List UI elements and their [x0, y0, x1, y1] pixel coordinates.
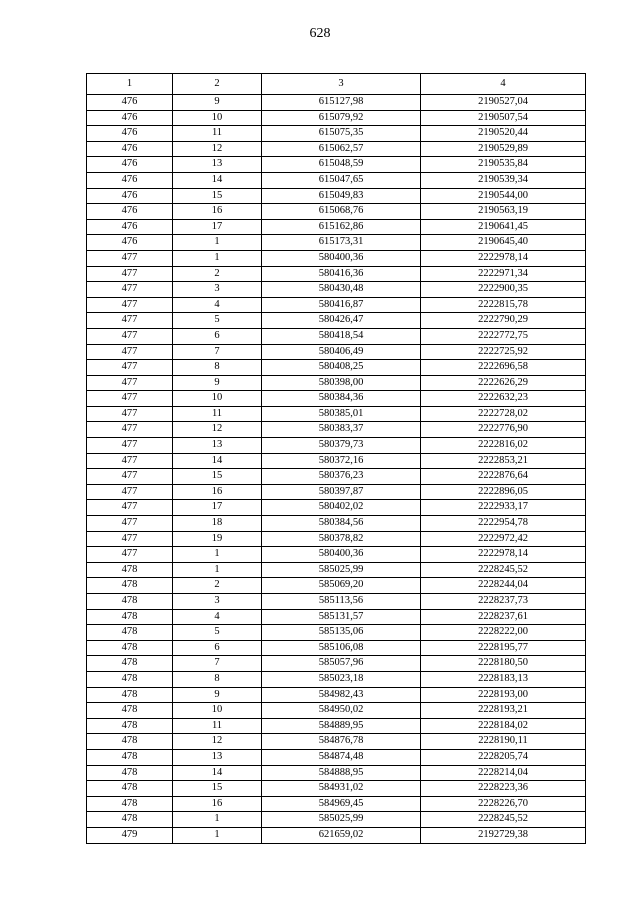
- x-coordinate-cell: 585025,99: [262, 562, 421, 578]
- x-coordinate-cell: 580416,87: [262, 297, 421, 313]
- table-row: [87, 687, 586, 703]
- table-row: [87, 484, 586, 500]
- y-coordinate-cell: 2222696,58: [421, 360, 586, 376]
- parcel-number-cell: 476: [87, 235, 173, 251]
- x-coordinate-cell: 615079,92: [262, 110, 421, 126]
- table-header: [87, 74, 586, 95]
- table-row: [87, 640, 586, 656]
- x-coordinate-cell: 615062,57: [262, 141, 421, 157]
- point-number-cell: 14: [173, 453, 262, 469]
- table-row: [87, 110, 586, 126]
- table-row: [87, 266, 586, 282]
- table-row: [87, 204, 586, 220]
- x-coordinate-cell: 580383,37: [262, 422, 421, 438]
- column-header-2: 2: [173, 74, 262, 95]
- x-coordinate-cell: 585025,99: [262, 812, 421, 828]
- x-coordinate-cell: 580416,36: [262, 266, 421, 282]
- x-coordinate-cell: 580400,36: [262, 547, 421, 563]
- x-coordinate-cell: 580384,36: [262, 391, 421, 407]
- point-number-cell: 1: [173, 827, 262, 843]
- point-number-cell: 18: [173, 516, 262, 532]
- parcel-number-cell: 476: [87, 126, 173, 142]
- point-number-cell: 10: [173, 110, 262, 126]
- parcel-number-cell: 478: [87, 594, 173, 610]
- parcel-number-cell: 478: [87, 656, 173, 672]
- y-coordinate-cell: 2190544,00: [421, 188, 586, 204]
- parcel-number-cell: 476: [87, 188, 173, 204]
- x-coordinate-cell: 585135,06: [262, 625, 421, 641]
- y-coordinate-cell: 2228205,74: [421, 749, 586, 765]
- point-number-cell: 14: [173, 172, 262, 188]
- parcel-number-cell: 477: [87, 313, 173, 329]
- y-coordinate-cell: 2222971,34: [421, 266, 586, 282]
- y-coordinate-cell: 2190645,40: [421, 235, 586, 251]
- parcel-number-cell: 477: [87, 406, 173, 422]
- x-coordinate-cell: 584969,45: [262, 796, 421, 812]
- x-coordinate-cell: 580372,16: [262, 453, 421, 469]
- y-coordinate-cell: 2222790,29: [421, 313, 586, 329]
- table-row: [87, 796, 586, 812]
- parcel-number-cell: 478: [87, 718, 173, 734]
- column-header-3: 3: [262, 74, 421, 95]
- table-row: [87, 625, 586, 641]
- x-coordinate-cell: 584876,78: [262, 734, 421, 750]
- table-row: [87, 594, 586, 610]
- point-number-cell: 17: [173, 500, 262, 516]
- parcel-number-cell: 477: [87, 328, 173, 344]
- table-row: [87, 531, 586, 547]
- y-coordinate-cell: 2228245,52: [421, 812, 586, 828]
- y-coordinate-cell: 2228193,21: [421, 703, 586, 719]
- y-coordinate-cell: 2190527,04: [421, 95, 586, 111]
- point-number-cell: 1: [173, 235, 262, 251]
- point-number-cell: 12: [173, 734, 262, 750]
- parcel-number-cell: 478: [87, 734, 173, 750]
- table-row: [87, 609, 586, 625]
- parcel-number-cell: 478: [87, 609, 173, 625]
- y-coordinate-cell: 2222626,29: [421, 375, 586, 391]
- x-coordinate-cell: 585131,57: [262, 609, 421, 625]
- point-number-cell: 9: [173, 687, 262, 703]
- parcel-number-cell: 478: [87, 640, 173, 656]
- y-coordinate-cell: 2222978,14: [421, 547, 586, 563]
- table-row: [87, 703, 586, 719]
- point-number-cell: 5: [173, 313, 262, 329]
- x-coordinate-cell: 584931,02: [262, 781, 421, 797]
- parcel-number-cell: 476: [87, 172, 173, 188]
- y-coordinate-cell: 2222896,05: [421, 484, 586, 500]
- parcel-number-cell: 478: [87, 765, 173, 781]
- table-row: [87, 749, 586, 765]
- parcel-number-cell: 476: [87, 141, 173, 157]
- y-coordinate-cell: 2222954,78: [421, 516, 586, 532]
- column-header-1: 1: [87, 74, 173, 95]
- table-row: [87, 422, 586, 438]
- table-row: [87, 328, 586, 344]
- parcel-number-cell: 476: [87, 95, 173, 111]
- parcel-number-cell: 477: [87, 375, 173, 391]
- x-coordinate-cell: 585113,56: [262, 594, 421, 610]
- point-number-cell: 12: [173, 141, 262, 157]
- table-row: [87, 235, 586, 251]
- x-coordinate-cell: 584950,02: [262, 703, 421, 719]
- parcel-number-cell: 477: [87, 266, 173, 282]
- parcel-number-cell: 477: [87, 282, 173, 298]
- parcel-number-cell: 477: [87, 297, 173, 313]
- x-coordinate-cell: 615048,59: [262, 157, 421, 173]
- point-number-cell: 10: [173, 703, 262, 719]
- y-coordinate-cell: 2222933,17: [421, 500, 586, 516]
- point-number-cell: 3: [173, 282, 262, 298]
- table-row: [87, 188, 586, 204]
- parcel-number-cell: 476: [87, 219, 173, 235]
- point-number-cell: 11: [173, 406, 262, 422]
- x-coordinate-cell: 580376,23: [262, 469, 421, 485]
- parcel-number-cell: 478: [87, 812, 173, 828]
- point-number-cell: 1: [173, 812, 262, 828]
- table-row: [87, 282, 586, 298]
- point-number-cell: 3: [173, 594, 262, 610]
- y-coordinate-cell: 2190520,44: [421, 126, 586, 142]
- parcel-number-cell: 478: [87, 781, 173, 797]
- y-coordinate-cell: 2222816,02: [421, 438, 586, 454]
- y-coordinate-cell: 2222900,35: [421, 282, 586, 298]
- point-number-cell: 2: [173, 266, 262, 282]
- point-number-cell: 6: [173, 640, 262, 656]
- parcel-number-cell: 477: [87, 531, 173, 547]
- table-row: [87, 438, 586, 454]
- x-coordinate-cell: 615075,35: [262, 126, 421, 142]
- point-number-cell: 1: [173, 250, 262, 266]
- table-row: [87, 453, 586, 469]
- parcel-number-cell: 477: [87, 547, 173, 563]
- table-row: [87, 547, 586, 563]
- y-coordinate-cell: 2228183,13: [421, 671, 586, 687]
- table-row: [87, 516, 586, 532]
- y-coordinate-cell: 2228214,04: [421, 765, 586, 781]
- y-coordinate-cell: 2222876,64: [421, 469, 586, 485]
- x-coordinate-cell: 580426,47: [262, 313, 421, 329]
- y-coordinate-cell: 2228237,73: [421, 594, 586, 610]
- table-row: [87, 344, 586, 360]
- y-coordinate-cell: 2222972,42: [421, 531, 586, 547]
- table-row: [87, 297, 586, 313]
- x-coordinate-cell: 580400,36: [262, 250, 421, 266]
- table-row: [87, 827, 586, 843]
- table-row: [87, 765, 586, 781]
- x-coordinate-cell: 585057,96: [262, 656, 421, 672]
- table-row: [87, 141, 586, 157]
- y-coordinate-cell: 2222853,21: [421, 453, 586, 469]
- table-row: [87, 406, 586, 422]
- point-number-cell: 17: [173, 219, 262, 235]
- y-coordinate-cell: 2228226,70: [421, 796, 586, 812]
- parcel-number-cell: 476: [87, 157, 173, 173]
- parcel-number-cell: 478: [87, 703, 173, 719]
- point-number-cell: 9: [173, 95, 262, 111]
- table-row: [87, 157, 586, 173]
- parcel-number-cell: 478: [87, 671, 173, 687]
- y-coordinate-cell: 2228245,52: [421, 562, 586, 578]
- point-number-cell: 12: [173, 422, 262, 438]
- x-coordinate-cell: 585069,20: [262, 578, 421, 594]
- x-coordinate-cell: 580418,54: [262, 328, 421, 344]
- parcel-number-cell: 477: [87, 500, 173, 516]
- point-number-cell: 15: [173, 469, 262, 485]
- table-row: [87, 375, 586, 391]
- parcel-number-cell: 477: [87, 250, 173, 266]
- table-row: [87, 250, 586, 266]
- point-number-cell: 13: [173, 438, 262, 454]
- x-coordinate-cell: 580406,49: [262, 344, 421, 360]
- coordinates-table: [86, 73, 586, 844]
- parcel-number-cell: 478: [87, 578, 173, 594]
- point-number-cell: 8: [173, 360, 262, 376]
- y-coordinate-cell: 2228184,02: [421, 718, 586, 734]
- table-row: [87, 219, 586, 235]
- x-coordinate-cell: 580378,82: [262, 531, 421, 547]
- x-coordinate-cell: 615127,98: [262, 95, 421, 111]
- y-coordinate-cell: 2190507,54: [421, 110, 586, 126]
- x-coordinate-cell: 615047,65: [262, 172, 421, 188]
- point-number-cell: 16: [173, 796, 262, 812]
- x-coordinate-cell: 580408,25: [262, 360, 421, 376]
- table-body: [87, 95, 586, 844]
- y-coordinate-cell: 2228244,04: [421, 578, 586, 594]
- page-number: 628: [309, 26, 331, 41]
- point-number-cell: 13: [173, 157, 262, 173]
- point-number-cell: 14: [173, 765, 262, 781]
- parcel-number-cell: 477: [87, 344, 173, 360]
- table-row: [87, 391, 586, 407]
- y-coordinate-cell: 2222815,78: [421, 297, 586, 313]
- parcel-number-cell: 478: [87, 749, 173, 765]
- x-coordinate-cell: 580384,56: [262, 516, 421, 532]
- point-number-cell: 7: [173, 344, 262, 360]
- y-coordinate-cell: 2222632,23: [421, 391, 586, 407]
- point-number-cell: 13: [173, 749, 262, 765]
- parcel-number-cell: 477: [87, 453, 173, 469]
- point-number-cell: 11: [173, 718, 262, 734]
- point-number-cell: 8: [173, 671, 262, 687]
- point-number-cell: 16: [173, 204, 262, 220]
- parcel-number-cell: 478: [87, 796, 173, 812]
- point-number-cell: 9: [173, 375, 262, 391]
- table-row: [87, 656, 586, 672]
- x-coordinate-cell: 580397,87: [262, 484, 421, 500]
- y-coordinate-cell: 2190641,45: [421, 219, 586, 235]
- y-coordinate-cell: 2222725,92: [421, 344, 586, 360]
- point-number-cell: 10: [173, 391, 262, 407]
- table-row: [87, 469, 586, 485]
- x-coordinate-cell: 584889,95: [262, 718, 421, 734]
- point-number-cell: 1: [173, 562, 262, 578]
- header-row: [87, 74, 586, 95]
- parcel-number-cell: 477: [87, 422, 173, 438]
- point-number-cell: 4: [173, 297, 262, 313]
- y-coordinate-cell: 2228237,61: [421, 609, 586, 625]
- y-coordinate-cell: 2228223,36: [421, 781, 586, 797]
- point-number-cell: 6: [173, 328, 262, 344]
- point-number-cell: 19: [173, 531, 262, 547]
- x-coordinate-cell: 615068,76: [262, 204, 421, 220]
- table-row: [87, 500, 586, 516]
- table-row: [87, 781, 586, 797]
- x-coordinate-cell: 585106,08: [262, 640, 421, 656]
- table-row: [87, 671, 586, 687]
- y-coordinate-cell: 2228180,50: [421, 656, 586, 672]
- parcel-number-cell: 477: [87, 438, 173, 454]
- point-number-cell: 7: [173, 656, 262, 672]
- parcel-number-cell: 476: [87, 110, 173, 126]
- y-coordinate-cell: 2222728,02: [421, 406, 586, 422]
- table-row: [87, 95, 586, 111]
- table-row: [87, 812, 586, 828]
- parcel-number-cell: 476: [87, 204, 173, 220]
- y-coordinate-cell: 2228222,00: [421, 625, 586, 641]
- x-coordinate-cell: 580385,01: [262, 406, 421, 422]
- column-header-4: 4: [421, 74, 586, 95]
- x-coordinate-cell: 615049,83: [262, 188, 421, 204]
- y-coordinate-cell: 2222978,14: [421, 250, 586, 266]
- y-coordinate-cell: 2228190,11: [421, 734, 586, 750]
- parcel-number-cell: 478: [87, 625, 173, 641]
- x-coordinate-cell: 580430,48: [262, 282, 421, 298]
- point-number-cell: 15: [173, 781, 262, 797]
- x-coordinate-cell: 580398,00: [262, 375, 421, 391]
- table-row: [87, 172, 586, 188]
- table-row: [87, 360, 586, 376]
- table-row: [87, 734, 586, 750]
- y-coordinate-cell: 2190535,84: [421, 157, 586, 173]
- point-number-cell: 1: [173, 547, 262, 563]
- point-number-cell: 5: [173, 625, 262, 641]
- x-coordinate-cell: 615173,31: [262, 235, 421, 251]
- x-coordinate-cell: 621659,02: [262, 827, 421, 843]
- x-coordinate-cell: 580402,02: [262, 500, 421, 516]
- y-coordinate-cell: 2190563,19: [421, 204, 586, 220]
- point-number-cell: 11: [173, 126, 262, 142]
- parcel-number-cell: 477: [87, 469, 173, 485]
- parcel-number-cell: 477: [87, 484, 173, 500]
- point-number-cell: 2: [173, 578, 262, 594]
- parcel-number-cell: 478: [87, 687, 173, 703]
- table-row: [87, 562, 586, 578]
- y-coordinate-cell: 2222772,75: [421, 328, 586, 344]
- x-coordinate-cell: 584982,43: [262, 687, 421, 703]
- parcel-number-cell: 479: [87, 827, 173, 843]
- x-coordinate-cell: 585023,18: [262, 671, 421, 687]
- y-coordinate-cell: 2192729,38: [421, 827, 586, 843]
- x-coordinate-cell: 580379,73: [262, 438, 421, 454]
- point-number-cell: 4: [173, 609, 262, 625]
- table-row: [87, 718, 586, 734]
- point-number-cell: 16: [173, 484, 262, 500]
- table-row: [87, 313, 586, 329]
- y-coordinate-cell: 2190529,89: [421, 141, 586, 157]
- table-row: [87, 126, 586, 142]
- y-coordinate-cell: 2222776,90: [421, 422, 586, 438]
- parcel-number-cell: 477: [87, 516, 173, 532]
- x-coordinate-cell: 584888,95: [262, 765, 421, 781]
- point-number-cell: 15: [173, 188, 262, 204]
- y-coordinate-cell: 2228193,00: [421, 687, 586, 703]
- table-row: [87, 578, 586, 594]
- parcel-number-cell: 477: [87, 360, 173, 376]
- parcel-number-cell: 478: [87, 562, 173, 578]
- x-coordinate-cell: 615162,86: [262, 219, 421, 235]
- y-coordinate-cell: 2228195,77: [421, 640, 586, 656]
- parcel-number-cell: 477: [87, 391, 173, 407]
- y-coordinate-cell: 2190539,34: [421, 172, 586, 188]
- x-coordinate-cell: 584874,48: [262, 749, 421, 765]
